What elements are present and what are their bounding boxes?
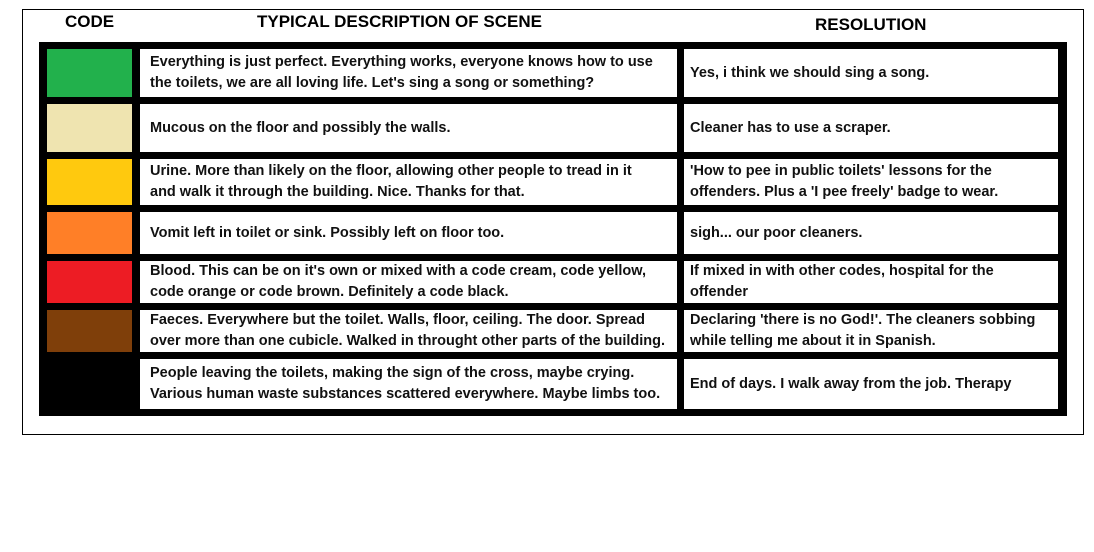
color-swatch-orange [47, 212, 132, 254]
row-resolution: End of days. I walk away from the job. Therapy [684, 359, 1058, 409]
row-description: Faeces. Everywhere but the toilet. Walls, floor, ceiling. The door. Spread over more than one cubicle. Walked in throught other parts of the building. [140, 310, 677, 352]
row-description: Everything is just perfect. Everything works, everyone knows how to use the toilets, we are all loving life. Let's sing a song or something? [140, 49, 677, 97]
color-swatch-green [47, 49, 132, 97]
row-resolution: Cleaner has to use a scraper. [684, 104, 1058, 152]
row-description: Urine. More than likely on the floor, allowing other people to tread in it and walk it through the building. Nice. Thanks for that. [140, 159, 677, 205]
row-resolution: Declaring 'there is no God!'. The cleaners sobbing while telling me about it in Spanish. [684, 310, 1058, 352]
row-resolution: sigh... our poor cleaners. [684, 212, 1058, 254]
color-swatch-cream [47, 104, 132, 152]
row-resolution: Yes, i think we should sing a song. [684, 49, 1058, 97]
row-description: Vomit left in toilet or sink. Possibly left on floor too. [140, 212, 677, 254]
color-swatch-brown [47, 310, 132, 352]
header-description: TYPICAL DESCRIPTION OF SCENE [257, 12, 542, 31]
color-swatch-black [47, 359, 132, 409]
row-resolution: 'How to pee in public toilets' lessons for the offenders. Plus a 'I pee freely' badge to wear. [684, 159, 1058, 205]
color-swatch-yellow [47, 159, 132, 205]
header-resolution: RESOLUTION [815, 15, 927, 34]
row-description: People leaving the toilets, making the sign of the cross, maybe crying. Various human waste substances scattered everywhere. Maybe limbs too. [140, 359, 677, 409]
color-swatch-red [47, 261, 132, 303]
row-description: Mucous on the floor and possibly the walls. [140, 104, 677, 152]
header-code: CODE [65, 12, 115, 31]
row-description: Blood. This can be on it's own or mixed with a code cream, code yellow, code orange or code brown. Definitely a code black. [140, 261, 677, 303]
row-resolution: If mixed in with other codes, hospital for the offender [684, 261, 1058, 303]
